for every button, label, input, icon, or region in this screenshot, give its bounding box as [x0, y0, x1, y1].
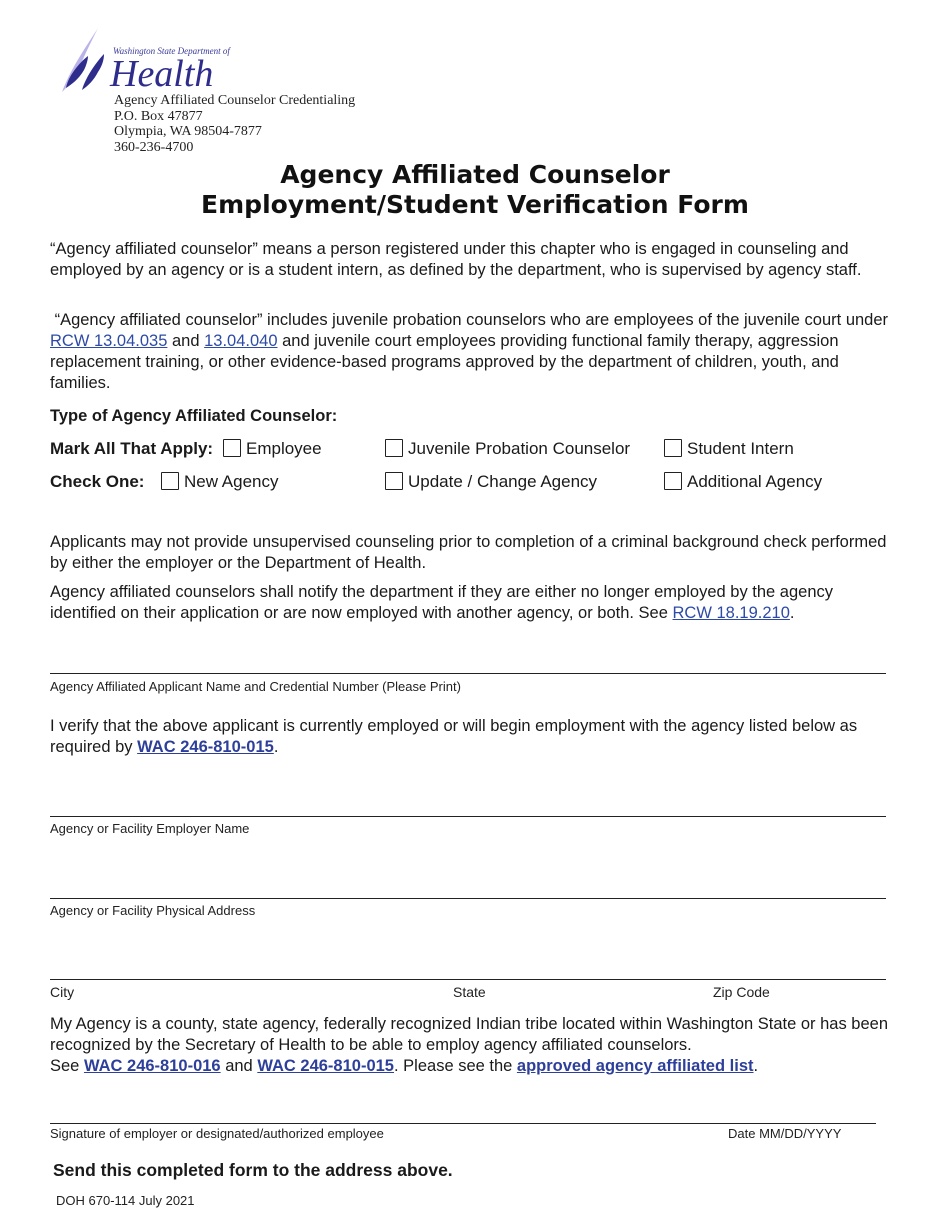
- type-heading: Type of Agency Affiliated Counselor:: [50, 407, 338, 425]
- signature-caption: Signature of employer or designated/authorized employee: [50, 1126, 384, 1141]
- address-line: Agency Affiliated Counselor Credentialing: [114, 93, 356, 108]
- city-caption: City: [50, 984, 75, 1000]
- applicant-name-caption: Agency Affiliated Applicant Name and Credential Number (Please Print): [50, 679, 461, 694]
- definition-paragraph-1: “Agency affiliated counselor” means a person registered under this chapter who is engaged in counseling and employed by an agency or is a student intern, as defined by the department, who is supervised by agency staff.: [50, 240, 862, 279]
- new-agency-checkbox[interactable]: [161, 472, 179, 490]
- agency-see-text: See: [50, 1057, 84, 1075]
- update-agency-checkbox[interactable]: [385, 472, 403, 490]
- mark-all-label-text: Mark All That Apply:: [50, 439, 214, 458]
- update-agency-checkbox-option[interactable]: [385, 471, 597, 493]
- student-intern-checkbox[interactable]: [664, 439, 682, 457]
- agency-end-text: .: [753, 1057, 759, 1075]
- agency-statement-text: My Agency is a county, state agency, federally recognized Indian tribe located within Washington State or has been recognized by the Secretary of Health to be able to employ agency affiliated counselors.: [50, 1015, 889, 1054]
- form-title-line2: Employment/Student Verification Form: [201, 190, 749, 219]
- state-caption: State: [453, 984, 486, 1000]
- physical-address-line[interactable]: [50, 898, 886, 899]
- date-caption: Date MM/DD/YYYY: [728, 1126, 842, 1141]
- wac-246-810-016-link[interactable]: WAC 246-810-016: [83, 1057, 221, 1075]
- city-state-zip-line[interactable]: [50, 979, 886, 980]
- verify-statement: [50, 716, 895, 758]
- approved-agency-list-link[interactable]: approved agency affiliated list: [516, 1057, 754, 1075]
- verify-end: .: [273, 738, 279, 756]
- send-instructions: Send this completed form to the address above.: [53, 1160, 453, 1180]
- definition-paragraph-2: [50, 310, 900, 394]
- form-title: [0, 160, 950, 220]
- check-one-label-text: Check One:: [50, 472, 145, 491]
- juvenile-probation-checkbox-option[interactable]: [385, 438, 630, 460]
- employee-checkbox[interactable]: [223, 439, 241, 457]
- additional-agency-checkbox[interactable]: [664, 472, 682, 490]
- address-line: P.O. Box 47877: [114, 108, 203, 124]
- agency-mid-text: . Please see the: [394, 1057, 517, 1075]
- notify-department-notice: [50, 582, 900, 624]
- student-intern-checkbox-option[interactable]: [664, 438, 794, 460]
- rcw-13-04-035-link[interactable]: RCW 13.04.035: [50, 332, 168, 350]
- rcw-18-19-210-link[interactable]: RCW 18.19.210: [672, 604, 790, 622]
- employee-checkbox-label: Employee: [246, 439, 322, 458]
- signature-line[interactable]: [50, 1123, 876, 1124]
- mark-all-label: [50, 438, 213, 460]
- notice-end: .: [789, 604, 795, 622]
- address-line: Olympia, WA 98504-7877: [114, 124, 262, 139]
- address-line: 360-236-4700: [114, 139, 194, 155]
- verify-text: I verify that the above applicant is currently employed or will begin employment with the agency listed below as required by: [50, 717, 858, 756]
- agency-statement: [50, 1014, 900, 1077]
- new-agency-checkbox-option[interactable]: [161, 471, 279, 493]
- definition-text: “Agency affiliated counselor” includes juvenile probation counselors who are employees of the juvenile court under: [50, 311, 889, 329]
- mailing-address: [114, 93, 355, 155]
- rcw-13-04-040-link[interactable]: 13.04.040: [204, 332, 278, 350]
- student-intern-checkbox-label: Student Intern: [687, 439, 794, 458]
- wac-246-810-015-link-2[interactable]: WAC 246-810-015: [257, 1057, 394, 1075]
- definition-text: and juvenile court employees providing functional family therapy, aggression replacement training, or other evidence-based programs approved by the department of children, youth, and families.: [50, 332, 839, 392]
- update-agency-checkbox-label: Update / Change Agency: [408, 472, 598, 491]
- form-number: DOH 670-114 July 2021: [56, 1193, 195, 1208]
- employee-checkbox-option[interactable]: [223, 438, 322, 460]
- employer-name-caption: Agency or Facility Employer Name: [50, 821, 250, 836]
- new-agency-checkbox-label: New Agency: [184, 472, 279, 491]
- applicant-name-line[interactable]: [50, 673, 886, 674]
- logo-department-text: Washington State Department of: [113, 46, 230, 56]
- definition-text: and: [167, 332, 205, 350]
- notice-text: Agency affiliated counselors shall notify the department if they are either no longer employed by the agency identified on their application or are now employed with another agency, or both. See: [50, 583, 834, 622]
- agency-and-text: and: [220, 1057, 258, 1075]
- form-title-line1: Agency Affiliated Counselor: [280, 160, 670, 189]
- doh-logo: [58, 26, 230, 96]
- check-one-label: [50, 471, 144, 493]
- logo-health-text: Health: [110, 53, 214, 95]
- zip-caption: Zip Code: [713, 984, 770, 1000]
- employer-name-line[interactable]: [50, 816, 886, 817]
- additional-agency-checkbox-option[interactable]: [664, 471, 822, 493]
- additional-agency-checkbox-label: Additional Agency: [687, 472, 823, 491]
- juvenile-probation-checkbox[interactable]: [385, 439, 403, 457]
- background-check-notice: Applicants may not provide unsupervised counseling prior to completion of a criminal background check performed by either the employer or the Department of Health.: [50, 533, 887, 572]
- wac-246-810-015-link[interactable]: WAC 246-810-015: [137, 738, 274, 756]
- juvenile-probation-checkbox-label: Juvenile Probation Counselor: [408, 439, 631, 458]
- doh-swoosh-icon: [58, 26, 118, 96]
- physical-address-caption: Agency or Facility Physical Address: [50, 903, 256, 918]
